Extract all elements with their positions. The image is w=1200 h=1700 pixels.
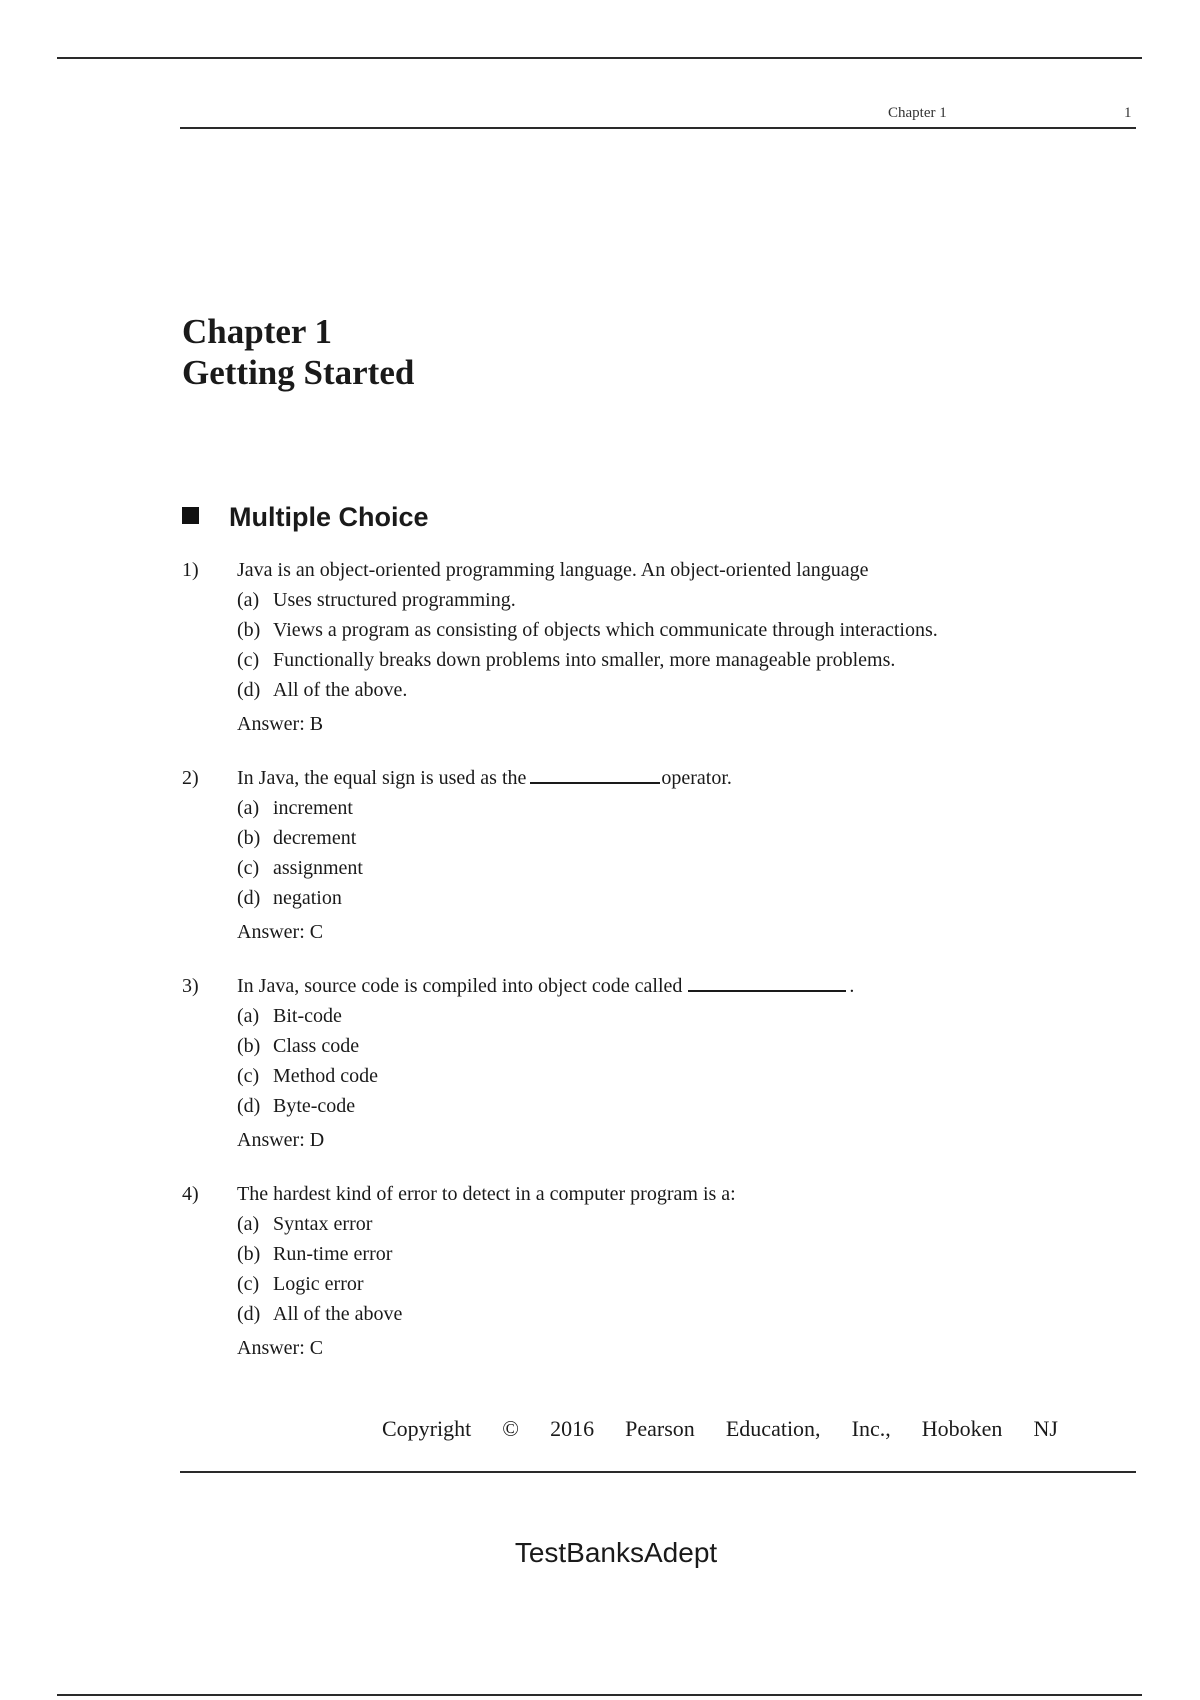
copyright-word: Pearson: [625, 1416, 695, 1441]
option-letter: (a): [237, 589, 260, 611]
option-text: All of the above: [273, 1303, 403, 1325]
option-letter: (c): [237, 857, 260, 879]
option-text: Logic error: [273, 1273, 364, 1295]
page-top-border: [57, 57, 1142, 59]
option-text: Class code: [273, 1035, 360, 1057]
option-list: [237, 1001, 1082, 1121]
option-b: [237, 1239, 1082, 1269]
option-letter: (b): [237, 1243, 261, 1265]
option-c: [237, 1269, 1082, 1299]
copyright-word: Inc.,: [851, 1416, 891, 1441]
question-number: 1): [182, 559, 199, 581]
section-title: Multiple Choice: [229, 502, 429, 532]
copyright-word: Education,: [725, 1416, 821, 1441]
page-bottom-border: [57, 1694, 1142, 1696]
option-text: negation: [273, 887, 342, 909]
question-4: [182, 1179, 1082, 1365]
option-text: increment: [273, 797, 353, 819]
square-bullet-icon: [182, 507, 199, 524]
question-number: 2): [182, 767, 199, 789]
question-number: 3): [182, 975, 199, 997]
option-letter: (c): [237, 1065, 260, 1087]
option-a: [237, 585, 1082, 615]
question-number: 4): [182, 1183, 199, 1205]
watermark-text: TestBanksAdept: [514, 1537, 718, 1568]
copyright-word: NJ: [1033, 1416, 1058, 1441]
chapter-number: Chapter 1: [182, 312, 333, 351]
question-stem: Java is an object-oriented programming language. An object-oriented language: [237, 559, 869, 581]
stem-text-after-blank: .: [849, 975, 855, 997]
option-letter: (a): [237, 797, 260, 819]
question-2: [182, 763, 1082, 949]
option-letter: (d): [237, 887, 261, 909]
option-d: [237, 1091, 1082, 1121]
option-a: [237, 1001, 1082, 1031]
option-d: [237, 883, 1082, 913]
option-letter: (a): [237, 1213, 260, 1235]
option-list: [237, 793, 1082, 913]
option-text: assignment: [273, 857, 363, 879]
header-rule: [180, 127, 1136, 129]
option-c: [237, 1061, 1082, 1091]
option-d: [237, 675, 1082, 705]
option-letter: (d): [237, 1095, 261, 1117]
option-b: [237, 615, 1082, 645]
option-a: [237, 793, 1082, 823]
chapter-title: [182, 311, 414, 393]
stem-text-before-blank: In Java, source code is compiled into object code called: [237, 975, 683, 997]
question-stem: [237, 971, 1082, 1001]
option-text: Run-time error: [273, 1243, 393, 1265]
stem-text-after-blank: operator.: [661, 767, 732, 789]
stem-text-before-blank: In Java, the equal sign is used as the: [237, 767, 527, 789]
option-letter: (b): [237, 619, 261, 641]
question-stem: [237, 763, 1082, 793]
option-b: [237, 1031, 1082, 1061]
option-text: Views a program as consisting of objects which communicate through interactions.: [273, 619, 938, 641]
fill-in-blank: [530, 765, 660, 784]
option-letter: (d): [237, 1303, 261, 1325]
option-text: Uses structured programming.: [273, 589, 516, 611]
question-stem: The hardest kind of error to detect in a computer program is a:: [237, 1183, 736, 1205]
option-letter: (c): [237, 1273, 260, 1295]
answer-line: Answer: B: [237, 713, 324, 735]
fill-in-blank: [688, 973, 846, 992]
option-b: [237, 823, 1082, 853]
answer-line: Answer: D: [237, 1129, 325, 1151]
option-d: [237, 1299, 1082, 1329]
option-letter: (c): [237, 649, 260, 671]
option-text: Functionally breaks down problems into smaller, more manageable problems.: [273, 649, 896, 671]
copyright-notice: [382, 1414, 1058, 1444]
footer-rule: [180, 1471, 1136, 1473]
option-text: All of the above.: [273, 679, 408, 701]
option-text: Method code: [273, 1065, 378, 1087]
option-c: [237, 645, 1082, 675]
chapter-name: Getting Started: [182, 353, 415, 392]
option-text: Syntax error: [273, 1213, 373, 1235]
copyright-year: 2016: [550, 1416, 595, 1441]
question-1: [182, 555, 1082, 741]
option-letter: (b): [237, 827, 261, 849]
answer-line: Answer: C: [237, 1337, 324, 1359]
option-text: Bit-code: [273, 1005, 342, 1027]
running-head-page-number: 1: [1124, 105, 1132, 121]
copyright-word: Hoboken: [921, 1416, 1003, 1441]
option-c: [237, 853, 1082, 883]
option-letter: (d): [237, 679, 261, 701]
question-3: [182, 971, 1082, 1157]
option-a: [237, 1209, 1082, 1239]
section-heading: [182, 500, 429, 534]
option-text: decrement: [273, 827, 357, 849]
running-head-chapter: Chapter 1: [888, 105, 947, 121]
option-letter: (a): [237, 1005, 260, 1027]
option-text: Byte-code: [273, 1095, 356, 1117]
option-list: [237, 1209, 1082, 1329]
option-letter: (b): [237, 1035, 261, 1057]
copyright-symbol: ©: [502, 1416, 520, 1441]
copyright-word: Copyright: [382, 1416, 472, 1441]
option-list: [237, 585, 1082, 705]
answer-line: Answer: C: [237, 921, 324, 943]
